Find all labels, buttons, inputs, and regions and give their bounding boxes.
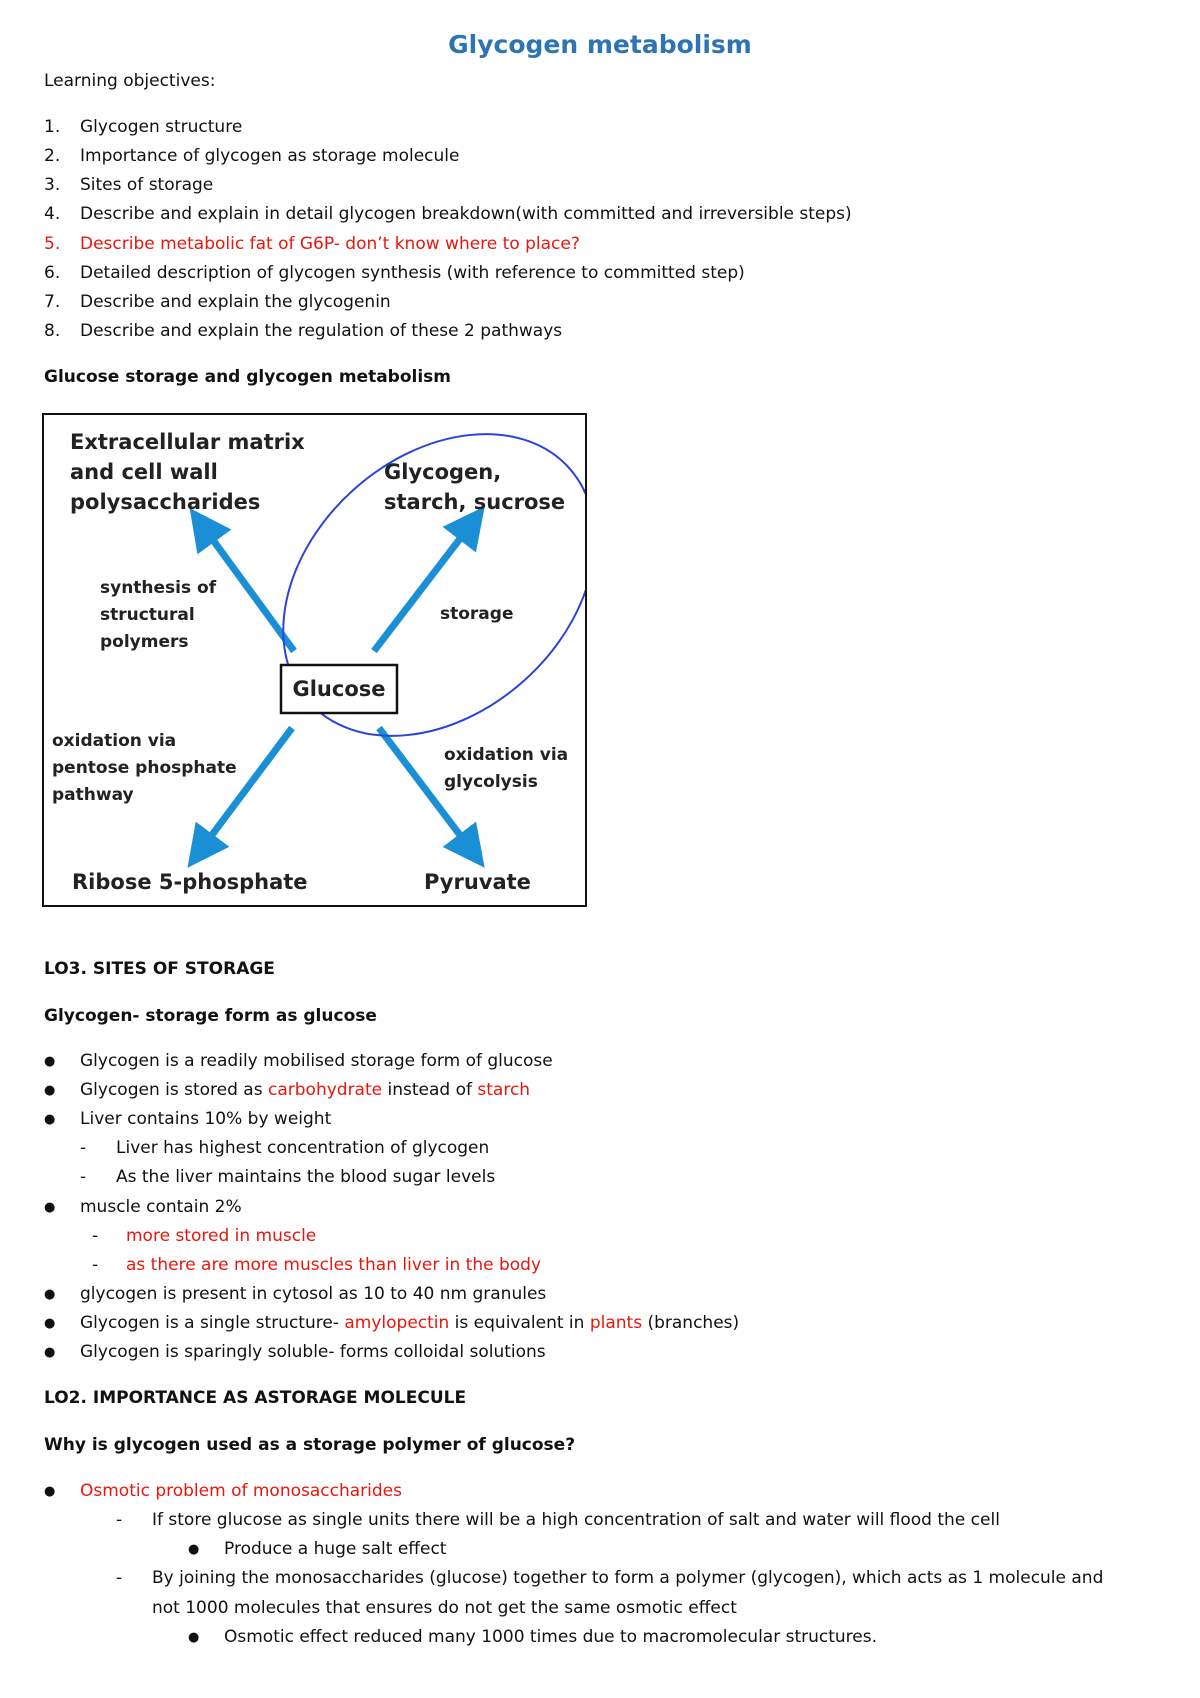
glucose-fates-diagram	[42, 413, 587, 907]
glucose-storage-heading: Glucose storage and glycogen metabolism	[44, 367, 451, 387]
lo3-heading: LO3. SITES OF STORAGE	[44, 959, 275, 979]
document-page: Glycogen metabolism Learning objectives: 1. Glycogen structure 2. Importance of glycogen as storage molecule 3. Sites of storage 4. Describe and explain in detail glycogen breakdown(with committed and irreversible steps) 5. Describe metabolic fat of G6P- don’t know where to place? 6. Detailed description of glycogen synthesis (with reference to committed step) 7. Describe and explain the glycogenin 8. Describe and explain the regulation of these 2 pathways Glucose storage and glycogen metabolism Extracellular matrix and cell wall polysaccharides Glycogen, starch, sucrose synthesis of structural polymers storage Glucose oxidation via pentose phosphate pathway oxidation via glycolysis Ribose 5-phosphate Pyruvate LO3. SITES OF STORAGE Glycogen- storage form as glucose ● Glycogen is a readily mobilised storage form of glucose ● Glycogen is stored as carbohydrate instead of starch ● Liver contains 10% by weight - Liver has highest concentration of glycogen - As the liver maintains the blood sugar levels ● muscle contain 2% - more stored in muscle - as there are more muscles than liver in the body ● glycogen is present in cytosol as 10 to 40 nm granules ● Glycogen is a single structure- amylopectin is equivalent in plants (branches) ● Glycogen is sparingly soluble- forms colloidal solutions LO2. IMPORTANCE AS ASTORAGE MOLECULE Why is glycogen used as a storage polymer of glucose? ● Osmotic problem of monosaccharides - If store glucose as single units there will be a high concentration of salt and water will flood the cell ● Produce a huge salt effect - By joining the monosaccharides (glucose) together to form a polymer (glycogen), which acts as 1 molecule and not 1000 molecules that ensures do not get the same osmotic effect ● Osmotic effect reduced many 1000 times due to macromolecular structures.	[0, 0, 1200, 1698]
arrow-to-glycogen	[374, 523, 472, 651]
lo2-heading: LO2. IMPORTANCE AS ASTORAGE MOLECULE	[44, 1388, 467, 1408]
glycolysis-label: oxidation via glycolysis	[444, 745, 569, 792]
ecm-label: Extracellular matrix and cell wall polysaccharides	[70, 430, 305, 514]
page-title: Glycogen metabolism	[448, 30, 752, 59]
glycogen-label: Glycogen, starch, sucrose	[384, 460, 566, 514]
lo3-subheading: Glycogen- storage form as glucose	[44, 1006, 377, 1026]
storage-label: storage	[440, 604, 514, 624]
list-item-continuation: not 1000 molecules that ensures do not get the same osmotic effect	[152, 1598, 737, 1618]
lo2-subheading: Why is glycogen used as a storage polymer of glucose?	[44, 1435, 576, 1455]
ribose-label: Ribose 5-phosphate	[72, 870, 308, 894]
pyruvate-label: Pyruvate	[424, 870, 531, 894]
glucose-label: Glucose	[292, 677, 386, 701]
pentose-phosphate-label: oxidation via pentose phosphate pathway	[52, 731, 237, 805]
learning-objectives-heading: Learning objectives:	[44, 71, 216, 91]
synthesis-label: synthesis of structural polymers	[100, 578, 217, 652]
